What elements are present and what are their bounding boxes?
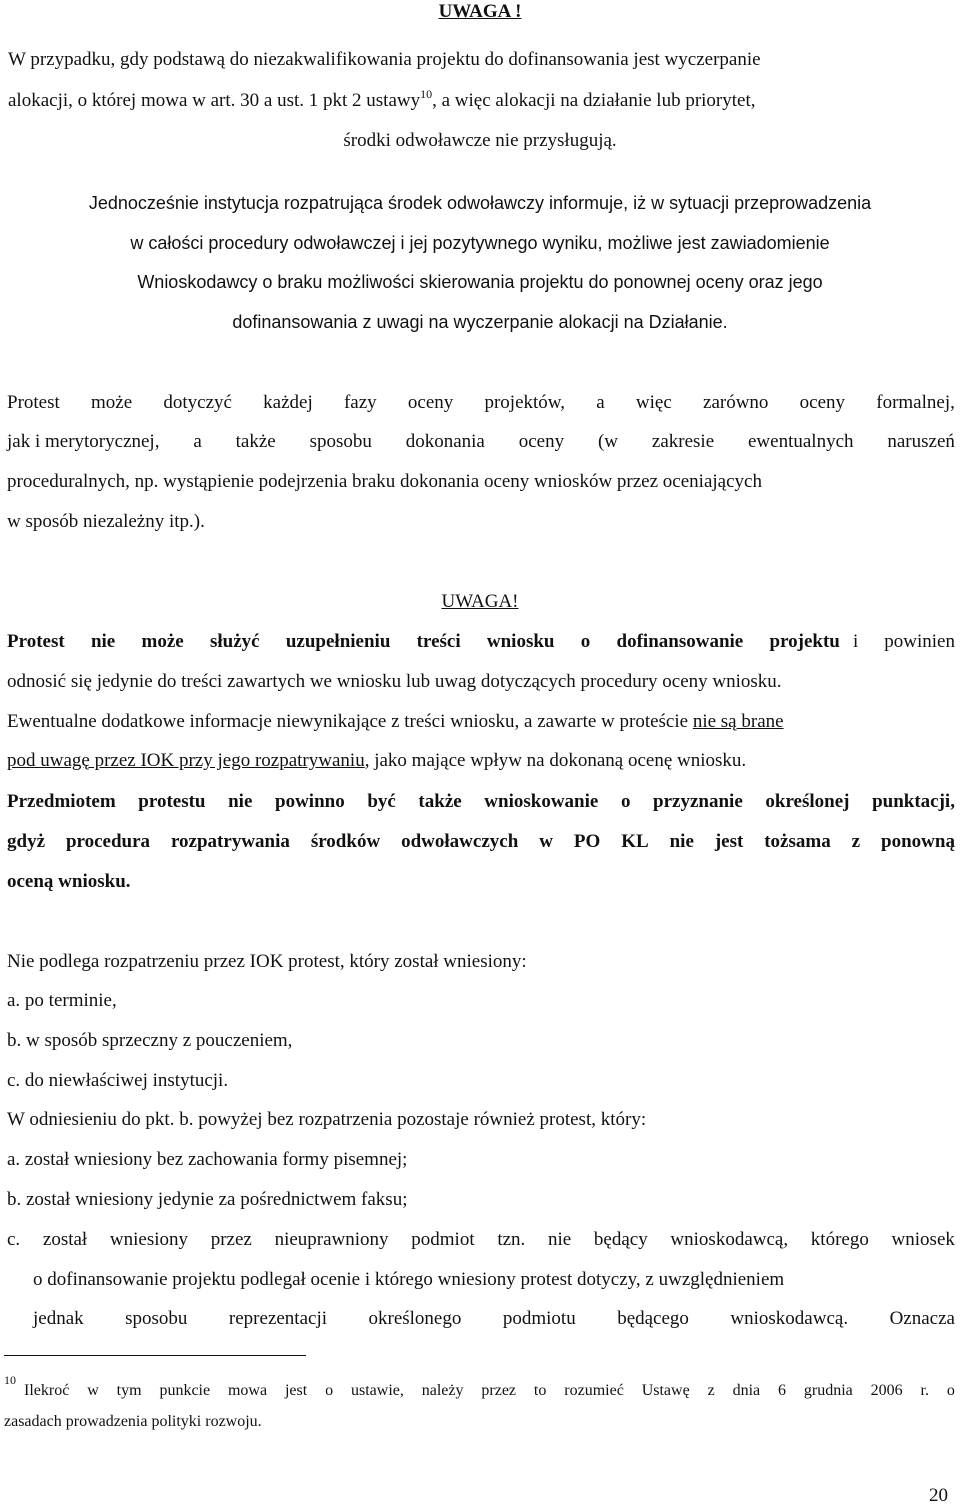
word: którego <box>810 1229 869 1250</box>
p4-line4 <box>7 751 746 770</box>
list2-intro: W odniesieniu do pkt. b. powyżej bez rozpatrzenia pozostaje również protest, który: <box>7 1109 647 1130</box>
p4-line6 <box>7 832 955 851</box>
word: wnioskowanie <box>484 791 599 812</box>
p1-line2 <box>8 87 756 111</box>
word: zarówno <box>703 392 769 413</box>
p4-line3 <box>7 712 784 731</box>
word: o <box>580 631 591 652</box>
word: Protest <box>7 631 65 652</box>
p4-line7: oceną wniosku. <box>7 871 131 892</box>
word: rozpatrywania <box>170 831 290 852</box>
word: dokonania <box>405 431 485 452</box>
word: i <box>853 631 859 652</box>
p2-line4: dofinansowania z uwagi na wyczerpanie alokacji na Działanie. <box>232 312 728 332</box>
p4-line1-bold <box>7 632 840 651</box>
p4-line4-underlined: pod uwagę przez IOK przy jego rozpatrywaniu <box>7 750 365 771</box>
list2-item-b: b. został wniesiony jedynie za pośrednictwem faksu; <box>7 1189 408 1210</box>
word: wniosku <box>486 631 555 652</box>
word: procedura <box>65 831 151 852</box>
word: punkcie <box>159 1382 211 1399</box>
p4-line2: odnosić się jedynie do treści zawartych we wniosku lub uwag dotyczących procedury oceny wniosku. <box>7 671 782 692</box>
word: tzn. <box>497 1229 526 1250</box>
p3-line2 <box>7 432 955 451</box>
word: będący <box>593 1229 648 1250</box>
word: powinno <box>275 791 345 812</box>
word: dnia <box>732 1382 761 1399</box>
word: więc <box>635 392 672 413</box>
word: dotyczyć <box>163 392 232 413</box>
word: 2006 <box>870 1382 903 1399</box>
word: jest <box>284 1382 308 1399</box>
word: projektu <box>769 631 840 652</box>
list2-item-c-line2: o dofinansowanie projektu podlegał ocenie i którego wniesiony protest dotyczy, z uwzględnieniem <box>33 1269 785 1290</box>
p1-line1: W przypadku, gdy podstawą do niezakwalifikowania projektu do dofinansowania jest wyczerpanie <box>8 49 761 70</box>
word: jest <box>714 831 744 852</box>
word: Ilekroć <box>24 1382 70 1399</box>
footnote-ref: 10 <box>420 87 433 101</box>
word: treści <box>416 631 461 652</box>
p4-line5 <box>7 792 955 811</box>
word: oceny <box>407 392 454 413</box>
word: to <box>533 1382 547 1399</box>
list2-item-a: a. został wniesiony bez zachowania formy pisemnej; <box>7 1149 408 1170</box>
word: formalnej, <box>876 392 955 413</box>
word: naruszeń <box>887 431 955 452</box>
word: projektów, <box>484 392 566 413</box>
word: sposobu <box>125 1308 188 1329</box>
list1-item-a: a. po terminie, <box>7 990 117 1011</box>
p4-line3-underlined: nie są brane <box>692 711 784 732</box>
word: a <box>596 392 605 413</box>
word: może <box>141 631 184 652</box>
word: c. <box>7 1229 21 1250</box>
word: Protest <box>7 392 60 413</box>
footnote-line1 <box>24 1383 955 1399</box>
footnote-line2: zasadach prowadzenia polityki rozwoju. <box>4 1413 262 1430</box>
word: gdyż <box>7 831 45 852</box>
word: przez <box>210 1229 252 1250</box>
word: tym <box>116 1382 142 1399</box>
word: KL <box>621 831 649 852</box>
word: Oznacza <box>889 1308 955 1329</box>
word: punktacji, <box>872 791 955 812</box>
word: o <box>325 1382 334 1399</box>
footnote-number: 10 <box>4 1373 16 1387</box>
word: wniesiony <box>109 1229 189 1250</box>
word: PO <box>573 831 601 852</box>
word: będącego <box>617 1308 689 1329</box>
p4-line4-text: , jako mające wpływ na dokonaną ocenę wniosku. <box>364 750 747 771</box>
page-number: 20 <box>929 1485 948 1506</box>
word: dofinansowanie <box>616 631 744 652</box>
p3-line1 <box>7 393 955 412</box>
word: każdej <box>263 392 313 413</box>
word: rozumieć <box>564 1382 624 1399</box>
word: Ustawę <box>641 1382 690 1399</box>
word: podmiotu <box>502 1308 576 1329</box>
p4-line1 <box>7 632 955 651</box>
word: protestu <box>138 791 206 812</box>
word: oceny <box>799 392 846 413</box>
p3-line3: proceduralnych, np. wystąpienie podejrzenia braku dokonania oceny wniosków przez oceniających <box>7 471 762 492</box>
list-intro: Nie podlega rozpatrzeniu przez IOK protest, który został wniesiony: <box>7 951 527 972</box>
word: jednak <box>33 1308 84 1329</box>
word: nie <box>547 1229 572 1250</box>
p4-line3-text: Ewentualne dodatkowe informacje niewynikające z treści wniosku, a zawarte w proteście <box>7 711 693 732</box>
word: w <box>87 1382 99 1399</box>
word: ustawie, <box>350 1382 404 1399</box>
word: z <box>707 1382 715 1399</box>
word: przyznanie <box>653 791 743 812</box>
p1-line2-text: alokacji, o której mowa w art. 30 a ust. 1 pkt 2 ustawy <box>8 90 421 111</box>
p1-line2-text-b: , a więc alokacji na działanie lub priorytet, <box>432 90 756 111</box>
word: wnioskodawcą, <box>670 1229 789 1250</box>
word: sposobu <box>309 431 372 452</box>
word: także <box>235 431 276 452</box>
word: określonej <box>765 791 850 812</box>
word: jak i merytorycznej, <box>7 431 160 452</box>
p2-line1: Jednocześnie instytucja rozpatrująca środek odwoławczy informuje, iż w sytuacji przeprowadzenia <box>88 193 872 213</box>
heading-uwaga-1: UWAGA ! <box>438 1 522 22</box>
word: a <box>193 431 202 452</box>
word: grudnia <box>803 1382 853 1399</box>
word: Przedmiotem <box>7 791 116 812</box>
word: tożsama <box>764 831 831 852</box>
word: przez <box>481 1382 517 1399</box>
p4-line1-rest <box>853 632 955 651</box>
word: nie <box>90 631 116 652</box>
word: powinien <box>884 631 955 652</box>
word: w <box>539 831 553 852</box>
word: nieuprawniony <box>274 1229 389 1250</box>
word: ewentualnych <box>747 431 854 452</box>
word: oceny <box>518 431 565 452</box>
word: służyć <box>209 631 260 652</box>
word: r. <box>920 1382 929 1399</box>
word: wnioskodawcą. <box>730 1308 849 1329</box>
p3-line4: w sposób niezależny itp.). <box>7 511 205 532</box>
word: nie <box>669 831 694 852</box>
p1-line3: środki odwoławcze nie przysługują. <box>343 130 617 151</box>
list2-item-c-line3 <box>33 1309 955 1328</box>
word: być <box>367 791 396 812</box>
word: może <box>91 392 133 413</box>
word: (w <box>597 431 619 452</box>
word: określonego <box>368 1308 462 1329</box>
word: z <box>851 831 861 852</box>
word: uzupełnieniu <box>285 631 391 652</box>
heading-uwaga-2: UWAGA! <box>441 591 519 612</box>
word: fazy <box>343 392 377 413</box>
list1-item-c: c. do niewłaściwej instytucji. <box>7 1070 229 1091</box>
word: także <box>418 791 462 812</box>
p2-line3: Wnioskodawcy o braku możliwości skierowania projektu do ponownej oceny oraz jego <box>137 272 823 292</box>
word: ponowną <box>881 831 955 852</box>
footnote-separator <box>4 1355 306 1356</box>
word: odwoławczych <box>401 831 519 852</box>
word: podmiot <box>411 1229 475 1250</box>
list2-item-c-line1 <box>7 1230 955 1249</box>
word: o <box>620 791 631 812</box>
word: nie <box>228 791 253 812</box>
word: zakresie <box>651 431 715 452</box>
word: środków <box>310 831 381 852</box>
word: należy <box>421 1382 464 1399</box>
word: 6 <box>778 1382 786 1399</box>
word: wniosek <box>891 1229 955 1250</box>
word: został <box>42 1229 88 1250</box>
word: mowa <box>227 1382 268 1399</box>
word: o <box>946 1382 955 1399</box>
word: reprezentacji <box>228 1308 328 1329</box>
p2-line2: w całości procedury odwoławczej i jej pozytywnego wyniku, możliwe jest zawiadomienie <box>130 233 830 253</box>
list1-item-b: b. w sposób sprzeczny z pouczeniem, <box>7 1030 293 1051</box>
